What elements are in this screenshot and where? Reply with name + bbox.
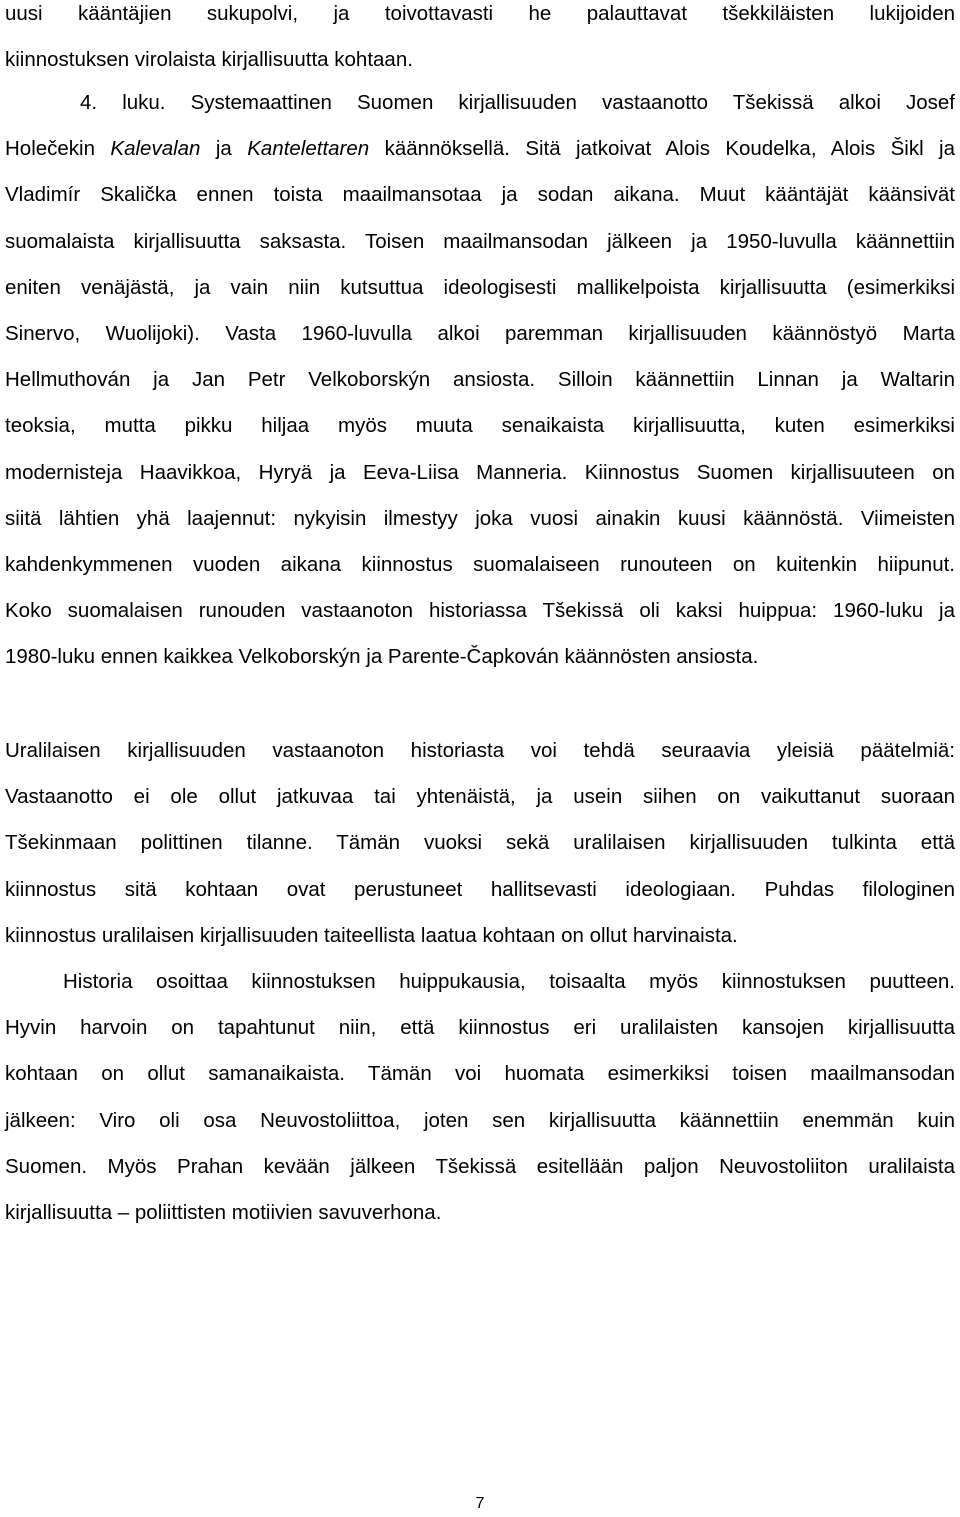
paragraph-reception-estonian bbox=[5, 0, 955, 83]
text-segment: Holečekin bbox=[5, 137, 111, 161]
text-line: eniten venäjästä, ja vain niin kutsuttua ideologisesti mallikelpoista kirjallisuutta (esimerkiksi bbox=[5, 275, 955, 299]
chapter-heading-line: 4. luku. Systemaattinen Suomen kirjallisuuden vastaanotto Tšekissä alkoi Josef bbox=[80, 91, 955, 114]
text-line: kahdenkymmenen vuoden aikana kiinnostus suomalaiseen runouteen on kuitenkin hiipunut. bbox=[5, 552, 955, 576]
text-line: Hyvin harvoin on tapahtunut niin, että kiinnostus eri uralilaisten kansojen kirjallisuutta bbox=[5, 1016, 955, 1040]
text-line: Vastaanotto ei ole ollut jatkuvaa tai yhtenäistä, ja usein siihen on vaikuttanut suoraan bbox=[5, 785, 955, 809]
text-line: modernisteja Haavikkoa, Hyryä ja Eeva-Liisa Manneria. Kiinnostus Suomen kirjallisuuteen on bbox=[5, 460, 955, 484]
text-line: Uralilaisen kirjallisuuden vastaanoton historiasta voi tehdä seuraavia yleisiä päätelmiä: bbox=[5, 739, 955, 762]
text-segment: ja bbox=[200, 137, 248, 161]
work-title-kalevala: Kalevalan bbox=[110, 137, 201, 161]
page-number: 7 bbox=[475, 1495, 485, 1512]
text-line: uusi kääntäjien sukupolvi, ja toivottavasti he palauttavat tšekkiläisten lukijoiden bbox=[5, 2, 955, 25]
paragraph-finnish-literature bbox=[5, 80, 955, 680]
text-line: teoksia, mutta pikku hiljaa myös muuta senaikaista kirjallisuutta, kuten esimerkiksi bbox=[5, 414, 955, 438]
text-line: Koko suomalaisen runouden vastaanoton historiassa Tšekissä oli kaksi huippua: 1960-luku ja bbox=[5, 599, 955, 623]
text-line: kiinnostus sitä kohtaan ovat perustuneet hallitsevasti ideologiaan. Puhdas filologinen bbox=[5, 877, 955, 901]
work-title-kanteletar: Kantelettaren bbox=[247, 137, 370, 161]
text-line: Sinervo, Wuolijoki). Vasta 1960-luvulla alkoi paremman kirjallisuuden käännöstyö Marta bbox=[5, 321, 955, 345]
text-line: Hellmuthován ja Jan Petr Velkoborskýn ansiosta. Silloin käännettiin Linnan ja Waltarin bbox=[5, 368, 955, 392]
text-line: siitä lähtien yhä laajennut: nykyisin ilmestyy joka vuosi ainakin kuusi käännöstä. Viimeisten bbox=[5, 506, 955, 530]
text-line: suomalaista kirjallisuutta saksasta. Toisen maailmansodan jälkeen ja 1950-luvulla käännettiin bbox=[5, 229, 955, 253]
paragraph-history-interest bbox=[5, 959, 955, 1236]
text-line: kirjallisuutta – poliittisten motiivien savuverhona. bbox=[5, 1200, 442, 1224]
text-line: Tšekinmaan polittinen tilanne. Tämän vuoksi sekä uralilaisen kirjallisuuden tulkinta että bbox=[5, 831, 955, 855]
text-line: 1980-luku ennen kaikkea Velkoborskýn ja Parente-Čapkován käännösten ansiosta. bbox=[5, 645, 759, 669]
paragraph-uralic-conclusions bbox=[5, 728, 955, 959]
text-line: Suomen. Myös Prahan kevään jälkeen Tšekissä esitellään paljon Neuvostoliiton uralilaista bbox=[5, 1154, 955, 1178]
text-segment: käännöksellä. Sitä jatkoivat Alois Koudelka, Alois Šikl ja bbox=[369, 137, 955, 161]
text-line: Historia osoittaa kiinnostuksen huippukausia, toisaalta myös kiinnostuksen puutteen. bbox=[63, 970, 955, 993]
text-line bbox=[5, 126, 955, 172]
text-line: jälkeen: Viro oli osa Neuvostoliittoa, joten sen kirjallisuutta käännettiin enemmän kuin bbox=[5, 1108, 955, 1132]
document-page bbox=[5, 0, 955, 1517]
text-line: kiinnostuksen virolaista kirjallisuutta kohtaan. bbox=[5, 48, 413, 72]
text-line: Vladimír Skalička ennen toista maailmansotaa ja sodan aikana. Muut kääntäjät käänsivät bbox=[5, 183, 955, 207]
text-line: kohtaan on ollut samanaikaista. Tämän voi huomata esimerkiksi toisen maailmansodan bbox=[5, 1062, 955, 1086]
text-line: kiinnostus uralilaisen kirjallisuuden taiteellista laatua kohtaan on ollut harvinaista. bbox=[5, 923, 738, 947]
